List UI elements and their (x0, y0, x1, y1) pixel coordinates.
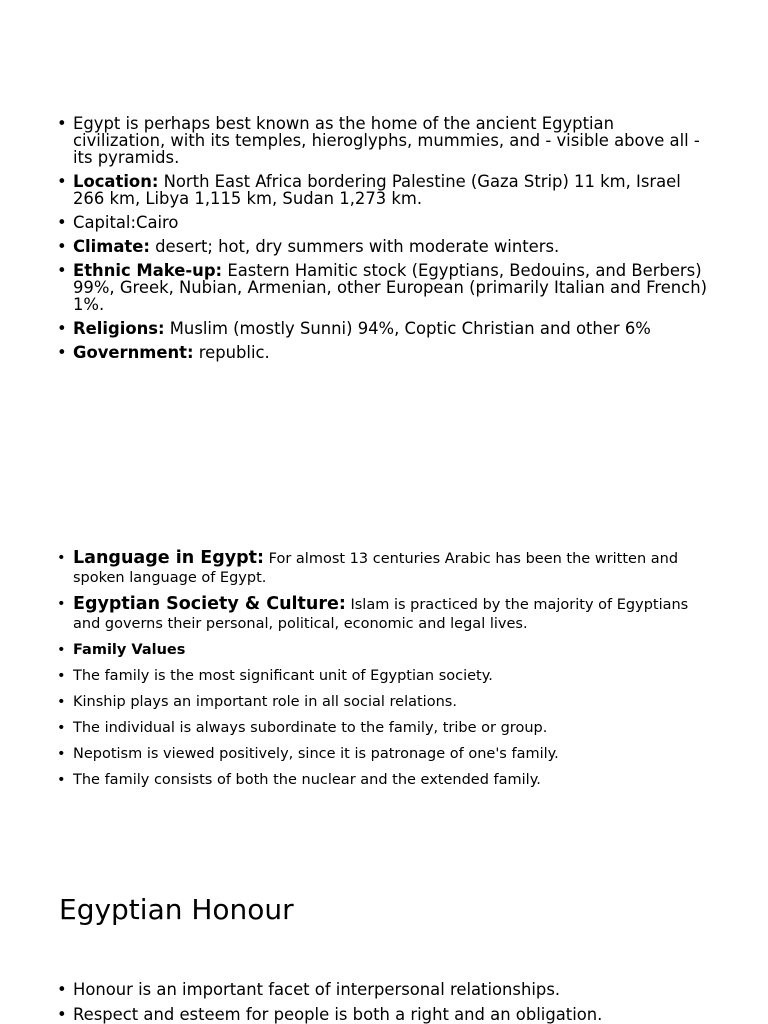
bullet-text: Kinship plays an important role in all social relations. (73, 694, 457, 710)
bullet-item (57, 595, 707, 634)
bullet-item (57, 320, 707, 337)
society-bullet-list (57, 549, 707, 797)
bullet-text: Egypt is perhaps best known as the home of the ancient Egyptian civilization, with its temples, hieroglyphs, mummies, and - visible above all - its pyramids. (73, 114, 700, 167)
bullet-item (57, 344, 707, 361)
bullet-text: republic. (193, 343, 270, 362)
bullet-item (57, 549, 707, 588)
bullet-item (57, 262, 707, 313)
bullet-text: For almost 13 centuries Arabic has been the written and spoken language of Egypt. (73, 551, 679, 586)
bullet-item (57, 173, 707, 207)
bullet-term: Climate: (73, 237, 150, 256)
bullet-item (57, 667, 707, 686)
bullet-term: Egyptian Society & Culture: (73, 594, 346, 614)
bullet-text: Capital:Cairo (73, 213, 179, 232)
bullet-text: desert; hot, dry summers with moderate winters. (149, 237, 560, 256)
bullet-item (57, 1004, 707, 1024)
bullet-item (57, 641, 707, 660)
bullet-term: Ethnic Make-up: (73, 261, 223, 280)
bullet-item (57, 693, 707, 712)
bullet-term: Government: (73, 343, 194, 362)
overview-bullet-list (57, 115, 707, 368)
slide-title: Egyptian Honour (59, 893, 294, 926)
bullet-text: Respect and esteem for people is both a right and an obligation. (73, 1005, 603, 1024)
bullet-term: Religions: (73, 319, 165, 338)
bullet-text: Muslim (mostly Sunni) 94%, Coptic Christian and other 6% (164, 319, 651, 338)
bullet-text: Nepotism is viewed positively, since it is patronage of one's family. (73, 746, 559, 762)
bullet-text: North East Africa bordering Palestine (Gaza Strip) 11 km, Israel 266 km, Libya 1,115 km, Sudan 1,273 km. (73, 172, 681, 208)
bullet-item (57, 771, 707, 790)
bullet-term: Family Values (73, 642, 186, 658)
bullet-text: The family consists of both the nuclear and the extended family. (73, 772, 541, 788)
bullet-item (57, 214, 707, 231)
bullet-item (57, 745, 707, 764)
bullet-item (57, 238, 707, 255)
bullet-text: Islam is practiced by the majority of Egyptians and governs their personal, political, economic and legal lives. (73, 597, 689, 632)
bullet-term: Location: (73, 172, 159, 191)
bullet-text: The individual is always subordinate to the family, tribe or group. (73, 720, 548, 736)
honour-bullet-list (57, 979, 707, 1024)
bullet-text: Honour is an important facet of interpersonal relationships. (73, 980, 561, 999)
bullet-text: Eastern Hamitic stock (Egyptians, Bedouins, and Berbers) 99%, Greek, Nubian, Armenian, other European (primarily Italian and French) 1%. (73, 261, 707, 314)
bullet-term: Language in Egypt: (73, 548, 265, 568)
bullet-item (57, 719, 707, 738)
bullet-item (57, 115, 707, 166)
bullet-item (57, 979, 707, 1001)
bullet-text: The family is the most significant unit of Egyptian society. (73, 668, 493, 684)
